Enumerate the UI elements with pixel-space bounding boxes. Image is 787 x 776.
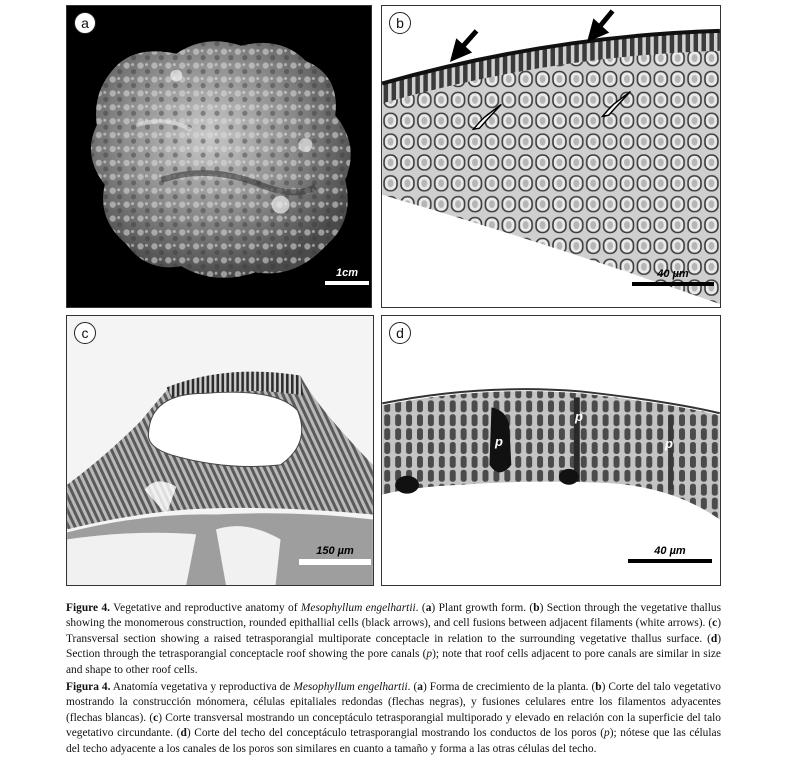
panel-b-scale-line (632, 282, 714, 286)
panel-c-scale-bar (299, 545, 371, 565)
caption-en-panel-ref: d (710, 632, 718, 645)
caption-en-text: ) Transversal section showing a raised tetrasporangial multiporate conceptacle in relation to the surrounding vegetative thallus surface. ( (66, 617, 721, 645)
panel-b-scale-label: 40 µm (657, 268, 689, 280)
caption-en-text: ); note that roof cells adjacent to pore canals are similar in size and shape to other roof cells. (66, 648, 721, 676)
caption-en-figure-number: Figure 4. (66, 602, 110, 614)
vegetative-thallus-section (382, 6, 720, 307)
caption-es-pore-symbol: p (604, 727, 610, 740)
panel-c (66, 315, 374, 586)
panel-c-label: c (74, 322, 96, 344)
caption-es-species: Mesophyllum engelhartii (293, 681, 408, 694)
pore-label-3: p (665, 436, 673, 451)
panel-a-scale-line (325, 281, 369, 285)
caption-es-panel-ref: b (595, 681, 602, 694)
caption-en-panel-ref: a (425, 602, 432, 614)
caption-es-text: Anatomía vegetativa y reproductiva de (110, 681, 294, 694)
panel-d-label: d (389, 322, 411, 344)
panel-b (381, 5, 721, 308)
figure-caption (66, 601, 721, 757)
caption-en-pore-symbol: p (426, 648, 433, 661)
panel-a-scale-label: 1cm (335, 267, 359, 279)
panel-b-label: b (389, 12, 411, 34)
panel-a-scale-bar (325, 267, 369, 285)
caption-en-text: Vegetative and reproductive anatomy of (110, 602, 301, 614)
panel-d-scale-label: 40 µm (654, 545, 686, 557)
panel-c-scale-label: 150 µm (316, 545, 354, 557)
caption-spanish (66, 680, 721, 757)
caption-en-species: Mesophyllum engelhartii (300, 602, 416, 614)
caption-es-text: ) Corte transversal mostrando un conceptáculo tetrasporangial multiporado y elevado en relación con la superficie del talo vegetativo circundante. ( (66, 711, 721, 740)
caption-en-text: . ( (415, 602, 426, 614)
caption-es-panel-ref: c (153, 711, 159, 724)
panel-d-scale-line (628, 559, 712, 563)
pore-label-1: p (495, 434, 503, 449)
panel-c-scale-line (299, 559, 371, 565)
caption-es-text: ) Corte del talo vegetativo mostrando la construcción mónomera, células epitaliales redondas (flechas negras), y fusiones celulares entre los filamentos adyacentes (flechas blancas). ( (66, 681, 721, 724)
caption-es-text: . ( (407, 681, 418, 694)
panel-d-scale-bar (628, 545, 712, 563)
caption-es-panel-ref: d (180, 727, 187, 740)
caption-en-panel-ref: c (712, 617, 718, 630)
caption-en-text: ) Section through the tetrasporangial conceptacle roof showing the pore canals ( (66, 632, 721, 661)
caption-english (66, 601, 721, 678)
panel-a (66, 5, 372, 308)
panel-d (381, 315, 721, 586)
panel-b-scale-bar (632, 268, 714, 286)
caption-es-text: ); nótese que las células del techo adyacente a los canales de los poros son similares en cuanto a tamaño y forma a las otras células del techo. (66, 727, 721, 755)
caption-en-text: ) Section through the vegetative thallus showing the monomerous construction, rounded epithallial cells (black arrows), and cell fusions between adjacent filaments (white arrows). ( (66, 602, 722, 630)
panel-a-label: a (74, 12, 96, 34)
caption-en-text: ) Plant growth form. ( (431, 602, 534, 614)
plant-growth-form-photo (67, 6, 371, 307)
caption-es-panel-ref: a (417, 681, 423, 694)
pore-label-2: p (575, 409, 583, 424)
caption-es-text: ) Forma de crecimiento de la planta. ( (422, 681, 596, 694)
caption-es-figure-number: Figura 4. (66, 681, 111, 694)
caption-es-text: ) Corte del techo del conceptáculo tetrasporangial mostrando los conductos de los poros ( (186, 727, 605, 740)
caption-en-panel-ref: b (533, 602, 540, 614)
